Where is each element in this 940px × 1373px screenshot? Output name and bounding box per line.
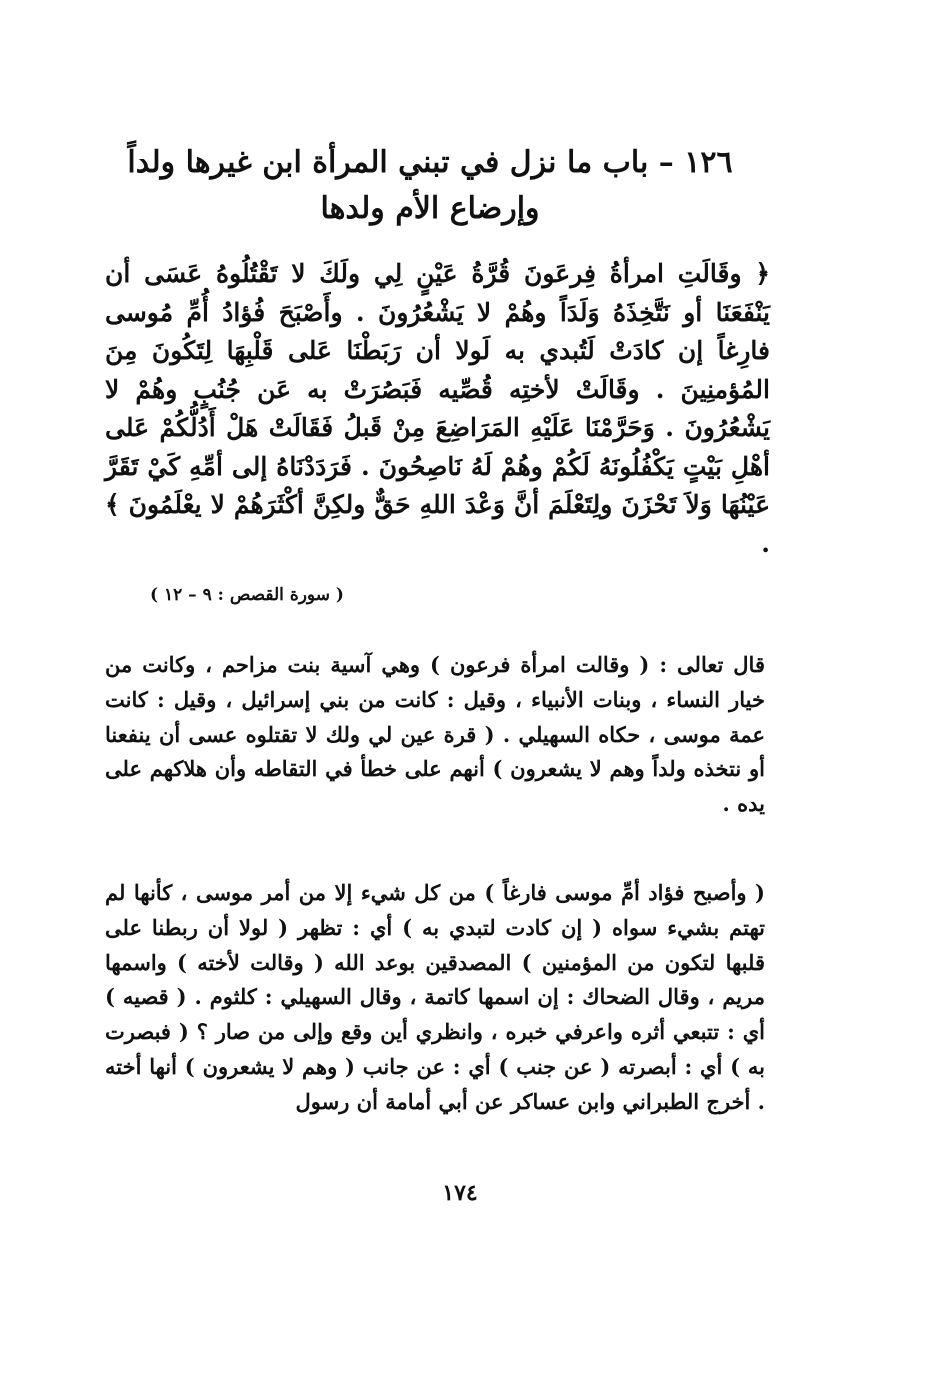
commentary-paragraph-2: ( وأصبح فؤاد أمِّ موسى فارغاً ) من كل شيء إلا من أمر موسى ، كأنها لم تهتم بشيء سواه ( إن كادت لتبدي به ) أي : تظهر ( لولا أن ربطنا على قلبها لتكون من المؤمنين ) المصدقين بوعد الله ( وقالت لأخته ) واسمها مريم ، وقال الضحاك : إن اسمها كاتمة ، وقال السهيلي : كلثوم . ( قصيه ) أي : تتبعي أثره واعرفي خبره ، وانظري أين وقع وإلى من صار ؟ ( فبصرت به ) أي : أبصرته ( عن جنب ) أي : عن جانب ( وهم لا يشعرون ) أنها أخته . أخرج الطبراني وابن عساكر عن أبي أمامة أن رسول <box>105 880 765 1114</box>
verse-reference: ( سورة القصص : ٩ – ١٢ ) <box>150 585 344 605</box>
quran-verse: ﴿ وقَالَتِ امرأةُ فِرعَونَ قُرَّةُ عَيْنٍ لِي ولَكَ لا تَقْتُلُوهُ عَسَى أن يَنْفَعَنَا أو نَتَّخِذَهُ وَلَدَاً وهُمْ لا يَشْعُرُونَ . وأَصْبَحَ فُؤادُ أُمِّ مُوسى فارِغاً إن كادَتْ لَتُبدي به لَولا أن رَبَطْنَا عَلى قَلْبِهَا لِتَكُونَ مِنَ المُؤمنِينَ . وقَالَتْ لأختِه قُصِّيه فَبَصُرَتْ به عَن جُنُبٍ وهُمْ لا يَشْعُرُونَ . وَحَرَّمْنَا عَلَيْهِ المَرَاضِعَ مِنْ قَبلُ فَقَالَتْ هَلْ أَدُلُّكُمْ عَلى أهْلِ بَيْتٍ يَكْفُلُونَهُ لَكُمْ وهُمْ لَهُ نَاصِحُونَ . فَرَدَدْنَاهُ إلى أمِّهِ كَيْ تَقَرَّ عَيْنُهَا وَلاَ تَحْزَنَ ولِتَعْلَمَ أنَّ وَعْدَ اللهِ حَقٌّ ولكِنَّ أكْثَرَهُمْ لا يعْلَمُونَ ﴾ . <box>105 259 770 558</box>
chapter-title: ١٢٦ – باب ما نزل في تبني المرأة ابن غيرها ولداً وإرضاع الأم ولدها <box>127 145 733 226</box>
page-number: ١٧٤ <box>442 1180 478 1206</box>
commentary-paragraph-1: قال تعالى : ( وقالت امرأة فرعون ) وهي آسية بنت مزاحم ، وكانت من خيار النساء ، وبنات الأنبياء ، وقيل : كانت من بني إسرائيل ، وقيل : كانت عمة موسى ، حكاه السهيلي . ( قرة عين لي ولك لا تقتلوه عسى أن ينفعنا أو نتخذه ولداً وهم لا يشعرون ) أنهم على خطأ في التقاطه وأن هلاكهم على يده . <box>105 652 765 817</box>
